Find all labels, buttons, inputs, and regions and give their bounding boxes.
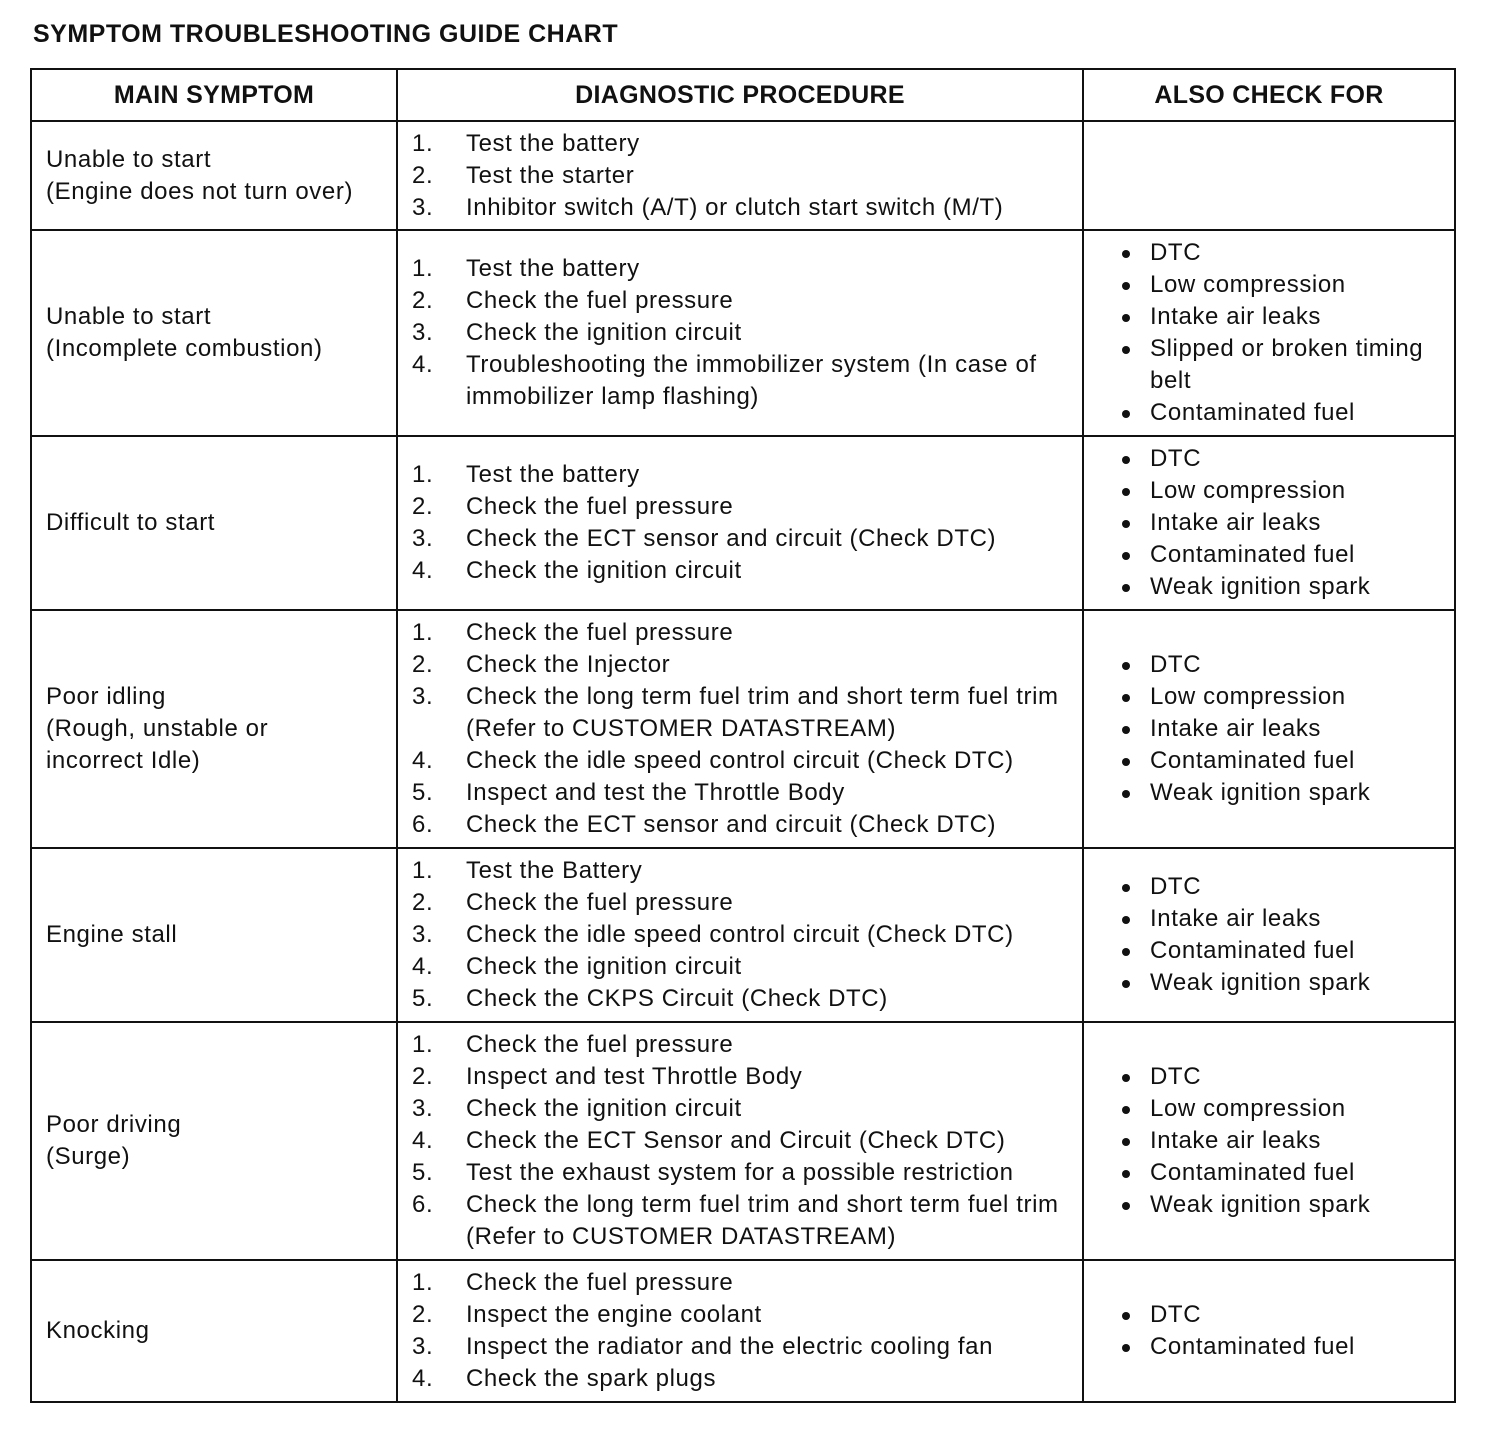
procedure-step (412, 1331, 1074, 1363)
check-cell (1083, 230, 1455, 436)
table-row (31, 436, 1455, 610)
step-number: 1. (412, 129, 434, 157)
step-number: 4. (412, 1127, 434, 1154)
procedure-step (412, 777, 1074, 809)
symptom-text: Poor driving (46, 1111, 182, 1138)
step-number: 2. (412, 651, 434, 678)
procedure-step (412, 1029, 1074, 1061)
procedure-step (412, 1093, 1074, 1125)
symptom-text: Difficult to start (46, 509, 216, 536)
symptom-text: (Engine does not turn over) (46, 177, 354, 205)
step-number: 1. (412, 1269, 434, 1296)
check-item: DTC (1120, 871, 1446, 903)
step-text: Check the ignition circuit (466, 557, 742, 584)
step-text: Check the spark plugs (466, 1365, 717, 1392)
step-number: 3. (412, 921, 434, 948)
procedure-cell (397, 610, 1083, 848)
check-list (1120, 237, 1446, 429)
symptom-cell (31, 610, 397, 848)
procedure-cell (397, 848, 1083, 1022)
check-item: Weak ignition spark (1120, 1189, 1446, 1221)
table-row (31, 610, 1455, 848)
procedure-step (412, 681, 1074, 745)
step-text: Check the ignition circuit (466, 953, 742, 980)
procedure-cell (397, 121, 1083, 230)
check-cell (1083, 848, 1455, 1022)
step-text: Check the ECT Sensor and Circuit (Check DTC) (466, 1127, 1006, 1154)
check-cell (1083, 1260, 1455, 1402)
check-cell (1083, 436, 1455, 610)
check-item: Slipped or broken timing belt (1120, 333, 1446, 397)
procedure-step (412, 745, 1074, 777)
step-number: 2. (412, 161, 434, 189)
step-number: 6. (412, 811, 434, 838)
step-text: Test the battery (466, 461, 640, 488)
procedure-list (412, 459, 1074, 587)
step-text: Test the battery (466, 129, 640, 157)
check-item: Contaminated fuel (1120, 745, 1446, 777)
step-text: Check the ignition circuit (466, 1095, 742, 1122)
procedure-step (412, 555, 1074, 587)
step-number: 1. (412, 619, 434, 646)
check-item: Contaminated fuel (1120, 935, 1446, 967)
procedure-step (412, 253, 1074, 285)
procedure-step (412, 919, 1074, 951)
check-list (1120, 443, 1446, 603)
check-item: Intake air leaks (1120, 301, 1446, 333)
symptom-text: Unable to start (46, 303, 212, 330)
step-number: 2. (412, 889, 434, 916)
procedure-list (412, 1267, 1074, 1395)
symptom-text: (Surge) (46, 1143, 131, 1170)
step-text: Check the long term fuel trim and short term fuel trim (Refer to CUSTOMER DATASTREAM) (466, 1191, 1059, 1250)
step-number: 1. (412, 255, 434, 282)
step-text: Check the fuel pressure (466, 493, 734, 520)
step-text: Check the long term fuel trim and short term fuel trim (Refer to CUSTOMER DATASTREAM) (466, 683, 1059, 742)
step-text: Inspect the engine coolant (466, 1301, 762, 1328)
procedure-list (412, 1029, 1074, 1253)
procedure-list (412, 855, 1074, 1015)
procedure-step (412, 1125, 1074, 1157)
step-number: 1. (412, 857, 434, 884)
table-row (31, 230, 1455, 436)
symptom-text: Unable to start (46, 145, 212, 173)
step-number: 2. (412, 1063, 434, 1090)
symptom-cell (31, 1022, 397, 1260)
step-text: Check the CKPS Circuit (Check DTC) (466, 985, 888, 1012)
check-item: Weak ignition spark (1120, 777, 1446, 809)
check-item: Intake air leaks (1120, 507, 1446, 539)
check-item: Low compression (1120, 1093, 1446, 1125)
check-list (1120, 1061, 1446, 1221)
table-row (31, 1260, 1455, 1402)
procedure-cell (397, 230, 1083, 436)
step-number: 4. (412, 747, 434, 774)
symptom-cell (31, 121, 397, 230)
header-also-check-for: ALSO CHECK FOR (1083, 69, 1455, 121)
symptom-text: (Rough, unstable or (46, 715, 269, 742)
step-text: Inspect and test the Throttle Body (466, 779, 845, 806)
symptom-cell (31, 436, 397, 610)
procedure-step (412, 951, 1074, 983)
check-cell (1083, 610, 1455, 848)
procedure-step (412, 1157, 1074, 1189)
check-item: DTC (1120, 649, 1446, 681)
procedure-step (412, 285, 1074, 317)
check-item: Contaminated fuel (1120, 1157, 1446, 1189)
procedure-step (412, 192, 1074, 224)
step-number: 3. (412, 525, 434, 552)
step-number: 1. (412, 461, 434, 488)
procedure-cell (397, 1260, 1083, 1402)
procedure-step (412, 1061, 1074, 1093)
header-row (31, 69, 1455, 121)
procedure-step (412, 317, 1074, 349)
step-number: 4. (412, 953, 434, 980)
procedure-cell (397, 436, 1083, 610)
check-item: DTC (1120, 1061, 1446, 1093)
step-text: Check the fuel pressure (466, 1269, 734, 1296)
check-item: Contaminated fuel (1120, 397, 1446, 429)
symptom-cell (31, 230, 397, 436)
step-number: 2. (412, 287, 434, 314)
check-list (1120, 871, 1446, 999)
step-text: Test the exhaust system for a possible restriction (466, 1159, 1014, 1186)
step-number: 4. (412, 557, 434, 584)
procedure-step (412, 809, 1074, 841)
step-number: 2. (412, 493, 434, 520)
procedure-step (412, 649, 1074, 681)
step-text: Inhibitor switch (A/T) or clutch start switch (M/T) (466, 193, 1004, 221)
table-row (31, 1022, 1455, 1260)
table-body (31, 121, 1455, 1402)
check-cell (1083, 1022, 1455, 1260)
procedure-step (412, 523, 1074, 555)
step-text: Check the fuel pressure (466, 1031, 734, 1058)
check-list (1120, 649, 1446, 809)
procedure-list (412, 253, 1074, 413)
check-item: DTC (1120, 1299, 1446, 1331)
symptom-text: Poor idling (46, 683, 167, 710)
check-item: Intake air leaks (1120, 903, 1446, 935)
step-text: Inspect and test Throttle Body (466, 1063, 803, 1090)
procedure-step (412, 855, 1074, 887)
check-item: Contaminated fuel (1120, 539, 1446, 571)
step-number: 6. (412, 1191, 434, 1218)
procedure-step (412, 160, 1074, 192)
procedure-step (412, 983, 1074, 1015)
symptom-cell (31, 1260, 397, 1402)
symptom-text: Knocking (46, 1317, 150, 1344)
procedure-list (412, 128, 1074, 224)
step-number: 2. (412, 1301, 434, 1328)
procedure-step (412, 128, 1074, 160)
step-text: Test the battery (466, 255, 640, 282)
step-text: Check the Injector (466, 651, 671, 678)
procedure-step (412, 459, 1074, 491)
step-number: 3. (412, 319, 434, 346)
step-text: Check the idle speed control circuit (Check DTC) (466, 747, 1014, 774)
symptom-cell (31, 848, 397, 1022)
step-number: 4. (412, 1365, 434, 1392)
step-text: Check the idle speed control circuit (Check DTC) (466, 921, 1014, 948)
step-text: Check the ignition circuit (466, 319, 742, 346)
step-text: Check the fuel pressure (466, 619, 734, 646)
check-list (1120, 1299, 1446, 1363)
check-item: Weak ignition spark (1120, 967, 1446, 999)
check-item: Intake air leaks (1120, 713, 1446, 745)
check-item: Weak ignition spark (1120, 571, 1446, 603)
step-text: Troubleshooting the immobilizer system (In case of immobilizer lamp flashing) (466, 351, 1037, 410)
troubleshooting-table (30, 68, 1456, 1403)
step-number: 5. (412, 779, 434, 806)
check-item: Low compression (1120, 475, 1446, 507)
check-item: Contaminated fuel (1120, 1331, 1446, 1363)
procedure-step (412, 349, 1074, 413)
procedure-step (412, 887, 1074, 919)
check-item: DTC (1120, 237, 1446, 269)
step-number: 5. (412, 1159, 434, 1186)
check-item: Low compression (1120, 269, 1446, 301)
procedure-step (412, 491, 1074, 523)
procedure-step (412, 1189, 1074, 1253)
step-text: Test the Battery (466, 857, 643, 884)
step-text: Check the ECT sensor and circuit (Check DTC) (466, 811, 997, 838)
step-text: Check the fuel pressure (466, 287, 734, 314)
symptom-text: incorrect Idle) (46, 747, 201, 774)
symptom-text: (Incomplete combustion) (46, 335, 323, 362)
step-text: Inspect the radiator and the electric cooling fan (466, 1333, 994, 1360)
step-text: Check the ECT sensor and circuit (Check DTC) (466, 525, 997, 552)
step-number: 3. (412, 1095, 434, 1122)
step-number: 3. (412, 683, 434, 710)
step-text: Test the starter (466, 161, 635, 189)
step-number: 5. (412, 985, 434, 1012)
check-item: Low compression (1120, 681, 1446, 713)
procedure-step (412, 617, 1074, 649)
procedure-cell (397, 1022, 1083, 1260)
procedure-step (412, 1267, 1074, 1299)
header-main-symptom: MAIN SYMPTOM (31, 69, 397, 121)
step-number: 1. (412, 1031, 434, 1058)
table-row (31, 121, 1455, 230)
check-item: DTC (1120, 443, 1446, 475)
symptom-text: Engine stall (46, 921, 178, 948)
page-title: SYMPTOM TROUBLESHOOTING GUIDE CHART (33, 20, 619, 48)
step-number: 3. (412, 193, 434, 221)
procedure-list (412, 617, 1074, 841)
procedure-step (412, 1299, 1074, 1331)
procedure-step (412, 1363, 1074, 1395)
step-text: Check the fuel pressure (466, 889, 734, 916)
step-number: 4. (412, 351, 434, 378)
check-item: Intake air leaks (1120, 1125, 1446, 1157)
header-diagnostic-procedure: DIAGNOSTIC PROCEDURE (397, 69, 1083, 121)
step-number: 3. (412, 1333, 434, 1360)
table-row (31, 848, 1455, 1022)
check-cell (1083, 121, 1455, 230)
